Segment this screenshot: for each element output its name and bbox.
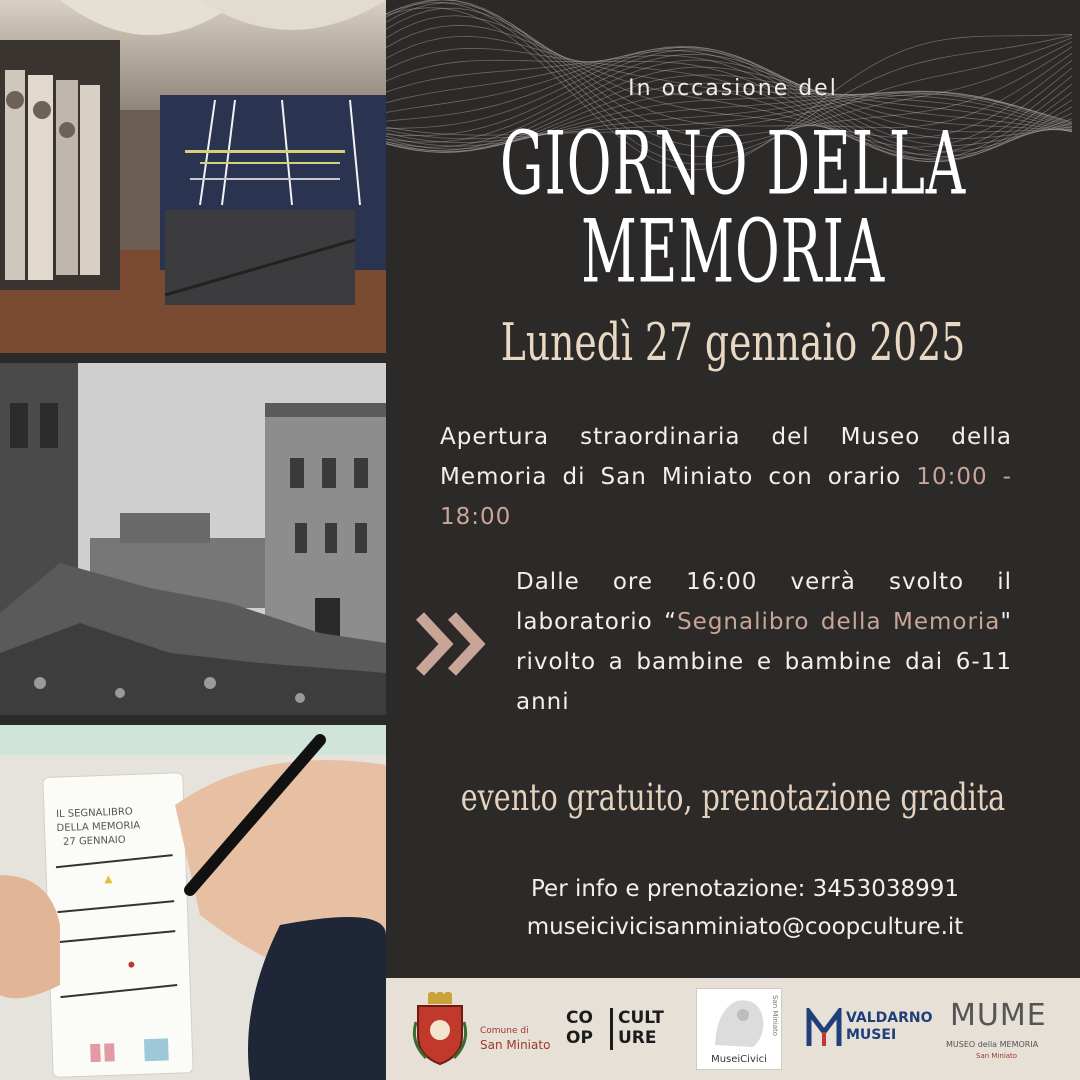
valdarno-m-icon xyxy=(806,1008,842,1048)
chevron-right-icon xyxy=(414,610,488,678)
bookmark-text-1: IL SEGNALIBRO xyxy=(55,806,133,821)
coop-co: CO xyxy=(566,1008,593,1028)
contact-phone: Per info e prenotazione: 3453038991 xyxy=(531,876,959,902)
coop-letters xyxy=(566,1008,606,1048)
musei-civici-logo xyxy=(696,988,782,1070)
comune-san-miniato-logo xyxy=(412,992,552,1068)
mume-full-name: MUSEO della MEMORIA xyxy=(946,1040,1039,1049)
culture-letters xyxy=(618,1008,664,1048)
free-event-note: evento gratuito, prenotazione gradita xyxy=(460,776,1006,820)
musei-side-text: San Miniato xyxy=(771,995,779,1037)
wave-line xyxy=(386,8,1072,127)
workshop-target: " rivolto a bambine e bambine dai 6-11 anni xyxy=(516,609,1012,715)
mume-location: San Miniato xyxy=(976,1052,1018,1060)
coopculture-logo xyxy=(566,1008,676,1052)
coop-op: OP xyxy=(566,1028,593,1048)
mume-logo xyxy=(946,998,1056,1064)
comune-name: San Miniato xyxy=(480,1038,551,1052)
valdarno-text xyxy=(846,1010,933,1044)
title-line-1: GIORNO DELLA xyxy=(500,112,966,215)
opening-paragraph xyxy=(440,417,1012,537)
coop-divider xyxy=(610,1008,613,1050)
contact-email[interactable]: museicivicisanminiato@coopculture.it xyxy=(526,914,964,940)
workshop-name: Segnalibro della Memoria xyxy=(677,609,1001,635)
valdarno-line-2: MUSEI xyxy=(846,1027,897,1043)
opening-text: Apertura straordinaria del Museo della Memoria di San Miniato con orario xyxy=(440,424,1012,490)
event-date: Lunedì 27 gennaio 2025 xyxy=(500,312,966,373)
bookmark-workshop-photo xyxy=(0,725,386,1080)
museum-interior-photo xyxy=(0,0,386,353)
bookmark-text-2: DELLA MEMORIA xyxy=(56,820,141,835)
valdarno-line-1: VALDARNO xyxy=(846,1010,933,1026)
ruins-photo xyxy=(0,363,386,715)
mume-word: MUME xyxy=(950,998,1047,1033)
musei-name: MuseiCivici xyxy=(711,1054,767,1065)
coop-ure: URE xyxy=(618,1028,657,1048)
intro-text: In occasione del xyxy=(628,76,838,101)
crest-icon xyxy=(412,992,468,1068)
bookmark-text-3: 27 GENNAIO xyxy=(62,834,126,848)
comune-label: Comune di xyxy=(480,1026,529,1036)
lion-icon xyxy=(697,989,781,1053)
valdarno-musei-logo xyxy=(806,1008,933,1048)
title-line-2: MEMORIA xyxy=(580,200,886,303)
opening-hours: 10:00 - 18:00 xyxy=(440,464,1012,530)
coop-cult: CULT xyxy=(618,1008,664,1028)
partner-logos xyxy=(386,978,1080,1080)
workshop-intro: Dalle ore 16:00 verrà svolto il laboratorio “ xyxy=(516,569,1012,635)
workshop-paragraph xyxy=(516,562,1012,722)
